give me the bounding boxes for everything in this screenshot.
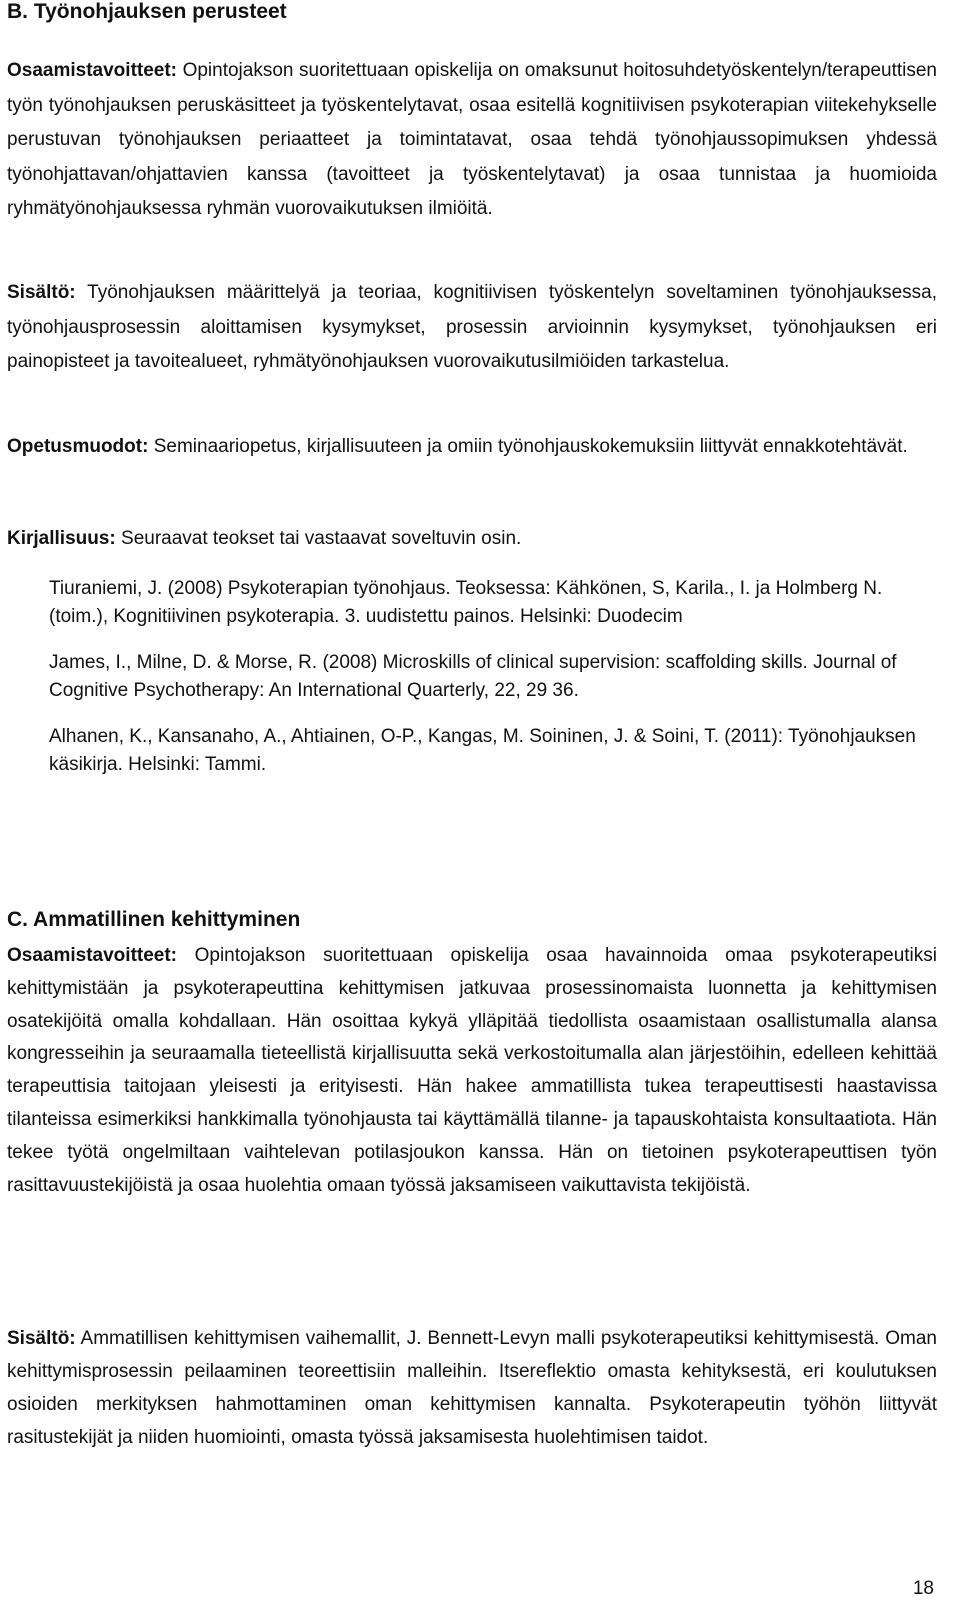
section-c-content-text: Ammatillisen kehittymisen vaihemallit, J. Bennett-Levyn malli psykoterapeutiksi kehittymisestä. Oman kehittymisprosessin peilaaminen teoreettisiin malleihin. Itsereflektio omasta kehityksestä, eri koulutuksen osioiden merkityksen hahmottaminen oman kehittymisen kannalta. Psykoterapeutin työhön liittyvät rasitustekijät ja niiden huomiointi, omasta työssä jaksamisesta huolehtimisen taidot. — [7, 1328, 937, 1448]
section-b-goals-label: Osaamistavoitteet: — [7, 60, 178, 81]
section-b-heading: B. Työnohjauksen perusteet — [7, 0, 287, 23]
section-b-goals-text: Opintojakson suoritettuaan opiskelija on omaksunut hoitosuhdetyöskentelyn/terapeuttisen työn työnohjauksen peruskäsitteet ja työskentelytavat, osaa esitellä kognitiivisen psykoterapian viitekehykselle perustuvan työnohjauksen periaatteet ja toimintatavat, osaa tehdä työnohjaussopimuksen yhdessä työnohjattavan/ohjattavien kanssa (tavoitteet ja työskentelytavat) ja osaa tunnistaa ja huomioida ryhmätyönohjauksessa ryhmän vuorovaikutuksen ilmiöitä. — [7, 60, 937, 220]
section-b-content — [7, 276, 937, 380]
reference-item: Alhanen, K., Kansanaho, A., Ahtiainen, O-P., Kangas, M. Soininen, J. & Soini, T. (2011): Työnohjauksen käsikirja. Helsinki: Tammi. — [49, 726, 916, 775]
section-c-content-label: Sisältö: — [7, 1328, 76, 1349]
section-b-content-text: Työnohjauksen määrittelyä ja teoriaa, kognitiivisen työskentelyn soveltaminen työnohjauksessa, työnohjausprosessin aloittamisen kysymykset, prosessin arvioinnin kysymykset, työnohjauksen eri painopisteet ja tavoitealueet, ryhmätyönohjauksen vuorovaikutusilmiöiden tarkastelua. — [7, 282, 937, 373]
section-b-methods — [7, 430, 937, 464]
section-c-goals-text: Opintojakson suoritettuaan opiskelija osaa havainnoida omaa psykoterapeutiksi kehittymistään ja psykoterapeuttina kehittymisen jatkuvaa prosessinomaista luonnetta ja kehittymisen osatekijöitä omalla kohdallaan. Hän osoittaa kykyä ylläpitää tiedollista osaamistaan osallistumalla alansa kongresseihin ja seuraamalla tieteellistä kirjallisuutta sekä verkostoitumalla alan järjestöihin, edelleen kehittää terapeuttisia taitojaan yleisesti ja erityisesti. Hän hakee ammatillista tukea terapeuttisesti haastavissa tilanteissa esimerkiksi hankkimalla työnohjausta tai käyttämällä tilanne- ja tapauskohtaista konsultaatiota. Hän tekee työtä ongelmiltaan vaihtelevan potilasjoukon kanssa. Hän on tietoinen psykoterapeuttisen työn rasittavuustekijöistä ja osaa huolehtia omaan työssä jaksamiseen vaikuttavista tekijöistä. — [7, 945, 937, 1196]
section-c-heading: C. Ammatillinen kehittyminen — [7, 908, 301, 931]
section-b-methods-label: Opetusmuodot: — [7, 436, 149, 457]
section-b-literature-text: Seuraavat teokset tai vastaavat soveltuvin osin. — [115, 528, 522, 549]
section-c-content — [7, 1322, 937, 1454]
section-b-goals — [7, 54, 937, 227]
page-number: 18 — [912, 1578, 934, 1599]
section-b-methods-text: Seminaariopetus, kirjallisuuteen ja omiin työnohjauskokemuksiin liittyvät ennakkotehtävät. — [148, 436, 908, 457]
section-b-literature-label: Kirjallisuus: — [7, 528, 116, 549]
reference-item: Tiuraniemi, J. (2008) Psykoterapian työnohjaus. Teoksessa: Kähkönen, S, Karila., I. ja Holmberg N. (toim.), Kognitiivinen psykoterapia. 3. uudistettu painos. Helsinki: Duodecim — [49, 578, 883, 627]
section-b-literature — [7, 522, 937, 556]
reference-list — [49, 575, 937, 797]
reference-item: James, I., Milne, D. & Morse, R. (2008) Microskills of clinical supervision: scaffolding skills. Journal of Cognitive Psychotherapy: An International Quarterly, 22, 29 36. — [49, 652, 897, 701]
section-b-content-label: Sisältö: — [7, 282, 76, 303]
section-c-goals-label: Osaamistavoitteet: — [7, 945, 178, 966]
section-c-goals — [7, 940, 937, 1202]
